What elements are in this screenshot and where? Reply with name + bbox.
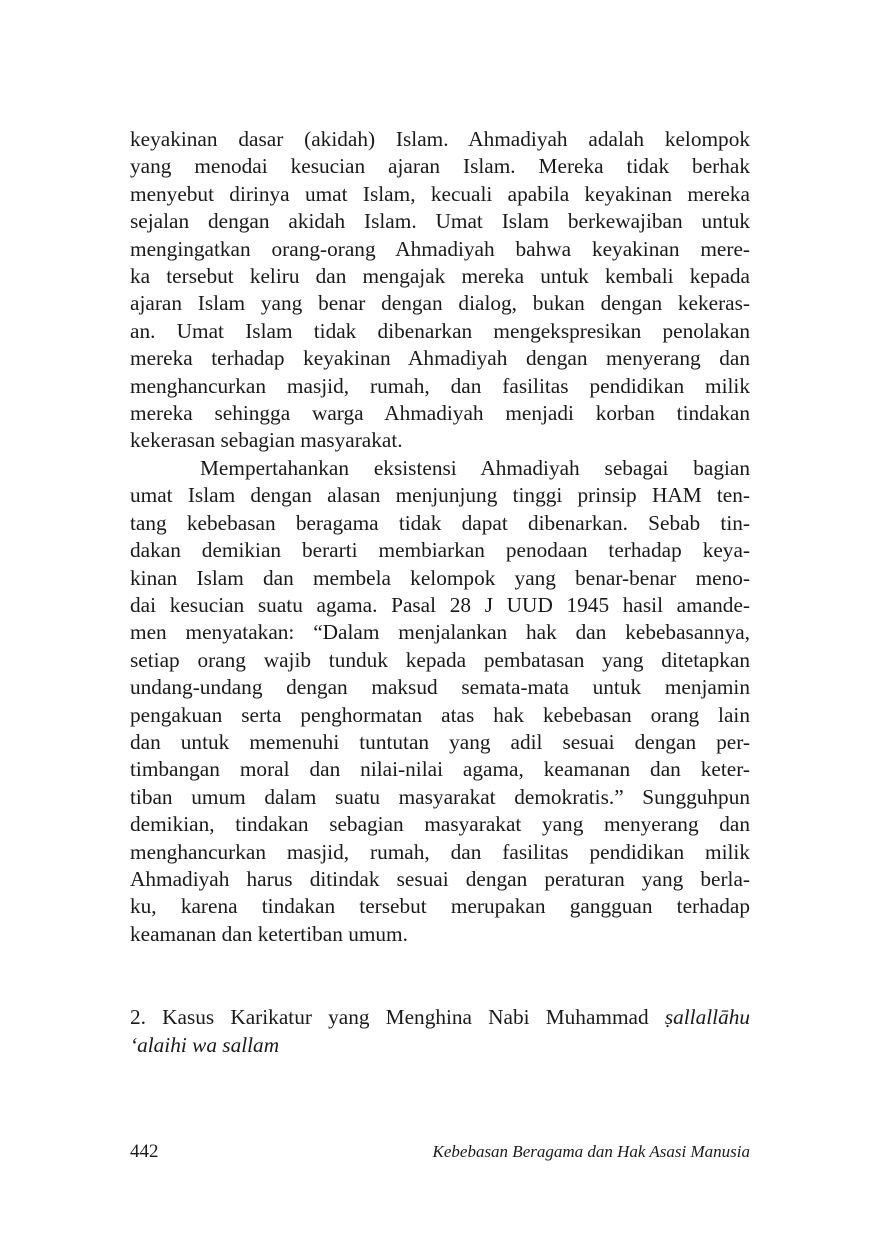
text-line: demikian, tindakan sebagian masyarakat yang menyerang dan: [130, 812, 750, 837]
text-line: dan untuk memenuhi tuntutan yang adil sesuai dengan per-: [130, 729, 750, 754]
section-heading-line-1: [130, 1003, 750, 1031]
text-line: mereka terhadap keyakinan Ahmadiyah dengan menyerang dan: [130, 346, 750, 371]
text-line: keamanan dan ketertiban umum.: [130, 921, 408, 946]
text-line: sejalan dengan akidah Islam. Umat Islam berkewajiban untuk: [130, 209, 750, 234]
text-line: tiban umum dalam suatu masyarakat demokratis.” Sungguhpun: [130, 784, 750, 809]
text-line: yang menodai kesucian ajaran Islam. Mereka tidak berhak: [130, 154, 750, 179]
section-heading-italic-2: ‘alaihi wa sallam: [130, 1033, 280, 1057]
running-title: Kebebasan Beragama dan Hak Asasi Manusia: [432, 1142, 750, 1161]
text-line: Mempertahankan eksistensi Ahmadiyah sebagai bagian: [200, 455, 750, 480]
text-line: menghancurkan masjid, rumah, dan fasilitas pendidikan milik: [130, 373, 750, 398]
body-paragraph-2: [130, 455, 750, 948]
text-line: kinan Islam dan membela kelompok yang benar-benar meno-: [130, 565, 750, 590]
text-line: mengingatkan orang-orang Ahmadiyah bahwa keyakinan mere-: [130, 236, 750, 261]
text-line: menghancurkan masjid, rumah, dan fasilitas pendidikan milik: [130, 839, 750, 864]
section-heading-italic-1: ṣallallāhu: [664, 1005, 751, 1029]
text-line: ka tersebut keliru dan mengajak mereka untuk kembali kepada: [130, 264, 750, 289]
text-line: an. Umat Islam tidak dibenarkan mengekspresikan penolakan: [130, 318, 750, 343]
text-line: dai kesucian suatu agama. Pasal 28 J UUD 1945 hasil amande-: [130, 592, 750, 617]
text-line: dakan demikian berarti membiarkan penodaan terhadap keya-: [130, 538, 750, 563]
text-line: undang-undang dengan maksud semata-mata untuk menjamin: [130, 675, 750, 700]
page-number: 442: [130, 1141, 159, 1162]
section-heading: [130, 1003, 770, 1059]
text-line: kekerasan sebagian masyarakat.: [130, 428, 403, 453]
text-line: ajaran Islam yang benar dengan dialog, bukan dengan kekeras-: [130, 291, 750, 316]
section-heading-line-2: [130, 1031, 770, 1059]
text-line: umat Islam dengan alasan menjunjung tinggi prinsip HAM ten-: [130, 483, 750, 508]
page-body: [130, 126, 750, 948]
page-footer: [130, 1141, 750, 1163]
text-line: men menyatakan: “Dalam menjalankan hak dan kebebasannya,: [130, 620, 750, 645]
text-line: tang kebebasan beragama tidak dapat dibenarkan. Sebab tin-: [130, 510, 750, 535]
text-line: pengakuan serta penghormatan atas hak kebebasan orang lain: [130, 702, 750, 727]
text-line: setiap orang wajib tunduk kepada pembatasan yang ditetapkan: [130, 647, 750, 672]
body-paragraph-1: [130, 126, 750, 455]
text-line: Ahmadiyah harus ditindak sesuai dengan peraturan yang berla-: [130, 866, 750, 891]
section-heading-plain: 2. Kasus Karikatur yang Menghina Nabi Muhammad: [130, 1005, 649, 1029]
text-line: timbangan moral dan nilai-nilai agama, keamanan dan keter-: [130, 757, 750, 782]
text-line: ku, karena tindakan tersebut merupakan gangguan terhadap: [130, 894, 750, 919]
text-line: menyebut dirinya umat Islam, kecuali apabila keyakinan mereka: [130, 181, 750, 206]
text-line: keyakinan dasar (akidah) Islam. Ahmadiyah adalah kelompok: [130, 127, 750, 151]
text-line: mereka sehingga warga Ahmadiyah menjadi korban tindakan: [130, 401, 750, 426]
